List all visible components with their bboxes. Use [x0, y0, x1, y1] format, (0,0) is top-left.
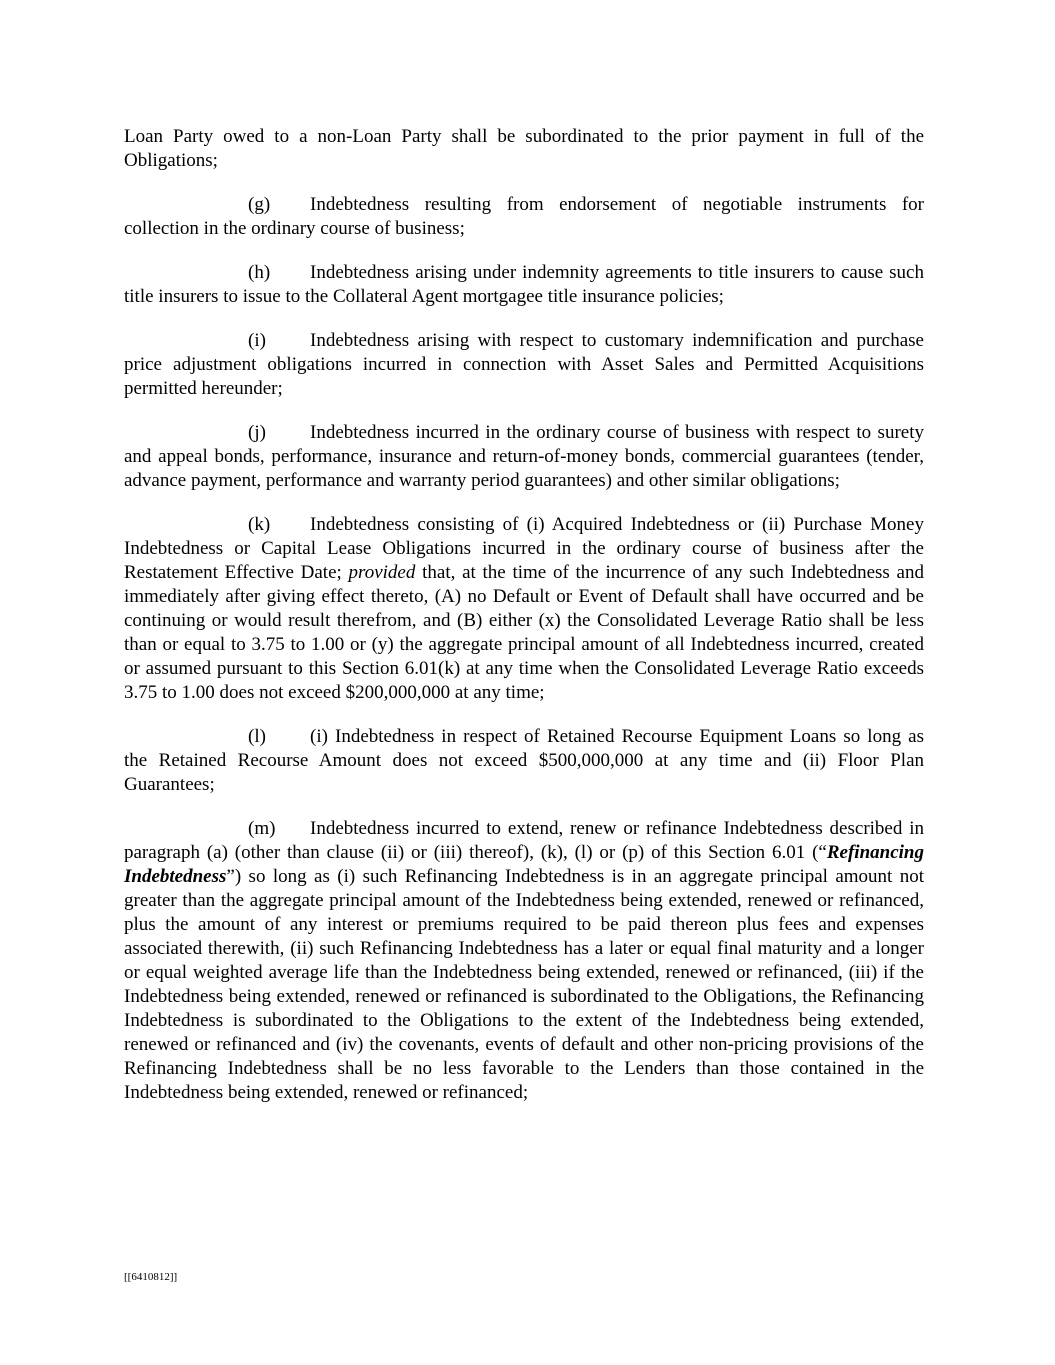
paragraph-g — [124, 193, 924, 241]
paragraph-m-text-after: ”) so long as (i) such Refinancing Indebtedness is in an aggregate principal amount not greater than the aggregate principal amount of the Indebtedness being extended, renewed or refinanced, plus the amount of any interest or premiums required to be paid thereon plus fees and expenses associated therewith, (ii) such Refinancing Indebtedness has a later or equal final maturity and a longer or equal weighted average life than the Indebtedness being extended, renewed or refinanced, (iii) if the Indebtedness being extended, renewed or refinanced is subordinated to the Obligations, the Refinancing Indebtedness is subordinated to the Obligations to the extent of the Indebtedness being extended, renewed or refinanced and (iv) the covenants, events of default and other non-pricing provisions of the Refinancing Indebtedness shall be no less favorable to the Lenders than those contained in the Indebtedness being extended, renewed or refinanced; — [124, 866, 924, 1103]
paragraph-h-text: Indebtedness arising under indemnity agreements to title insurers to cause such title insurers to issue to the Collateral Agent mortgagee title insurance policies; — [124, 262, 924, 307]
paragraph-k-text-before: Indebtedness consisting of (i) Acquired Indebtedness or (ii) Purchase Money Indebtedness or Capital Lease Obligations incurred in the ordinary course of business after the Restatement Effective Date; — [124, 514, 924, 583]
paragraph-m — [124, 817, 924, 1105]
paragraph-j — [124, 421, 924, 493]
paragraph-m-text-before: Indebtedness incurred to extend, renew or refinance Indebtedness described in paragraph (a) (other than clause (ii) or (iii) thereof), (k), (l) or (p) of this Section 6.01 (“ — [124, 818, 924, 863]
paragraph-g-label: (g) — [248, 194, 271, 215]
paragraph-k-label: (k) — [248, 514, 271, 535]
paragraph-i-label: (i) — [248, 330, 266, 351]
paragraph-l — [124, 725, 924, 797]
paragraph-i — [124, 329, 924, 401]
document-body — [124, 125, 924, 1125]
paragraph-k-text-after: that, at the time of the incurrence of any such Indebtedness and immediately after giving effect thereto, (A) no Default or Event of Default shall have occurred and be continuing or would result therefrom, and (B) either (x) the Consolidated Leverage Ratio shall be less than or equal to 3.75 to 1.00 or (y) the aggregate principal amount of all Indebtedness incurred, created or assumed pursuant to this Section 6.01(k) at any time when the Consolidated Leverage Ratio exceeds 3.75 to 1.00 does not exceed $200,000,000 at any time; — [124, 562, 924, 703]
paragraph-l-label: (l) — [248, 726, 266, 747]
paragraph-i-text: Indebtedness arising with respect to customary indemnification and purchase price adjustment obligations incurred in connection with Asset Sales and Permitted Acquisitions permitted hereunder; — [124, 330, 924, 399]
paragraph-m-label: (m) — [248, 818, 276, 839]
paragraph-continuation-text: Loan Party owed to a non-Loan Party shall be subordinated to the prior payment in full of the Obligations; — [124, 126, 924, 171]
paragraph-continuation — [124, 125, 924, 173]
paragraph-k — [124, 513, 924, 705]
paragraph-h-label: (h) — [248, 262, 271, 283]
paragraph-k-emphasis: provided — [348, 562, 416, 583]
footer-doc-id: [[6410812]] — [124, 1271, 178, 1283]
paragraph-l-text: (i) Indebtedness in respect of Retained Recourse Equipment Loans so long as the Retained Recourse Amount does not exceed $500,000,000 at any time and (ii) Floor Plan Guarantees; — [124, 726, 924, 795]
paragraph-g-text: Indebtedness resulting from endorsement of negotiable instruments for collection in the ordinary course of business; — [124, 194, 924, 239]
paragraph-m-defined-term: Refinancing Indebtedness — [124, 842, 924, 887]
paragraph-j-text: Indebtedness incurred in the ordinary course of business with respect to surety and appeal bonds, performance, insurance and return-of-money bonds, commercial guarantees (tender, advance payment, performance and warranty period guarantees) and other similar obligations; — [124, 422, 924, 491]
paragraph-h — [124, 261, 924, 309]
paragraph-j-label: (j) — [248, 422, 266, 443]
